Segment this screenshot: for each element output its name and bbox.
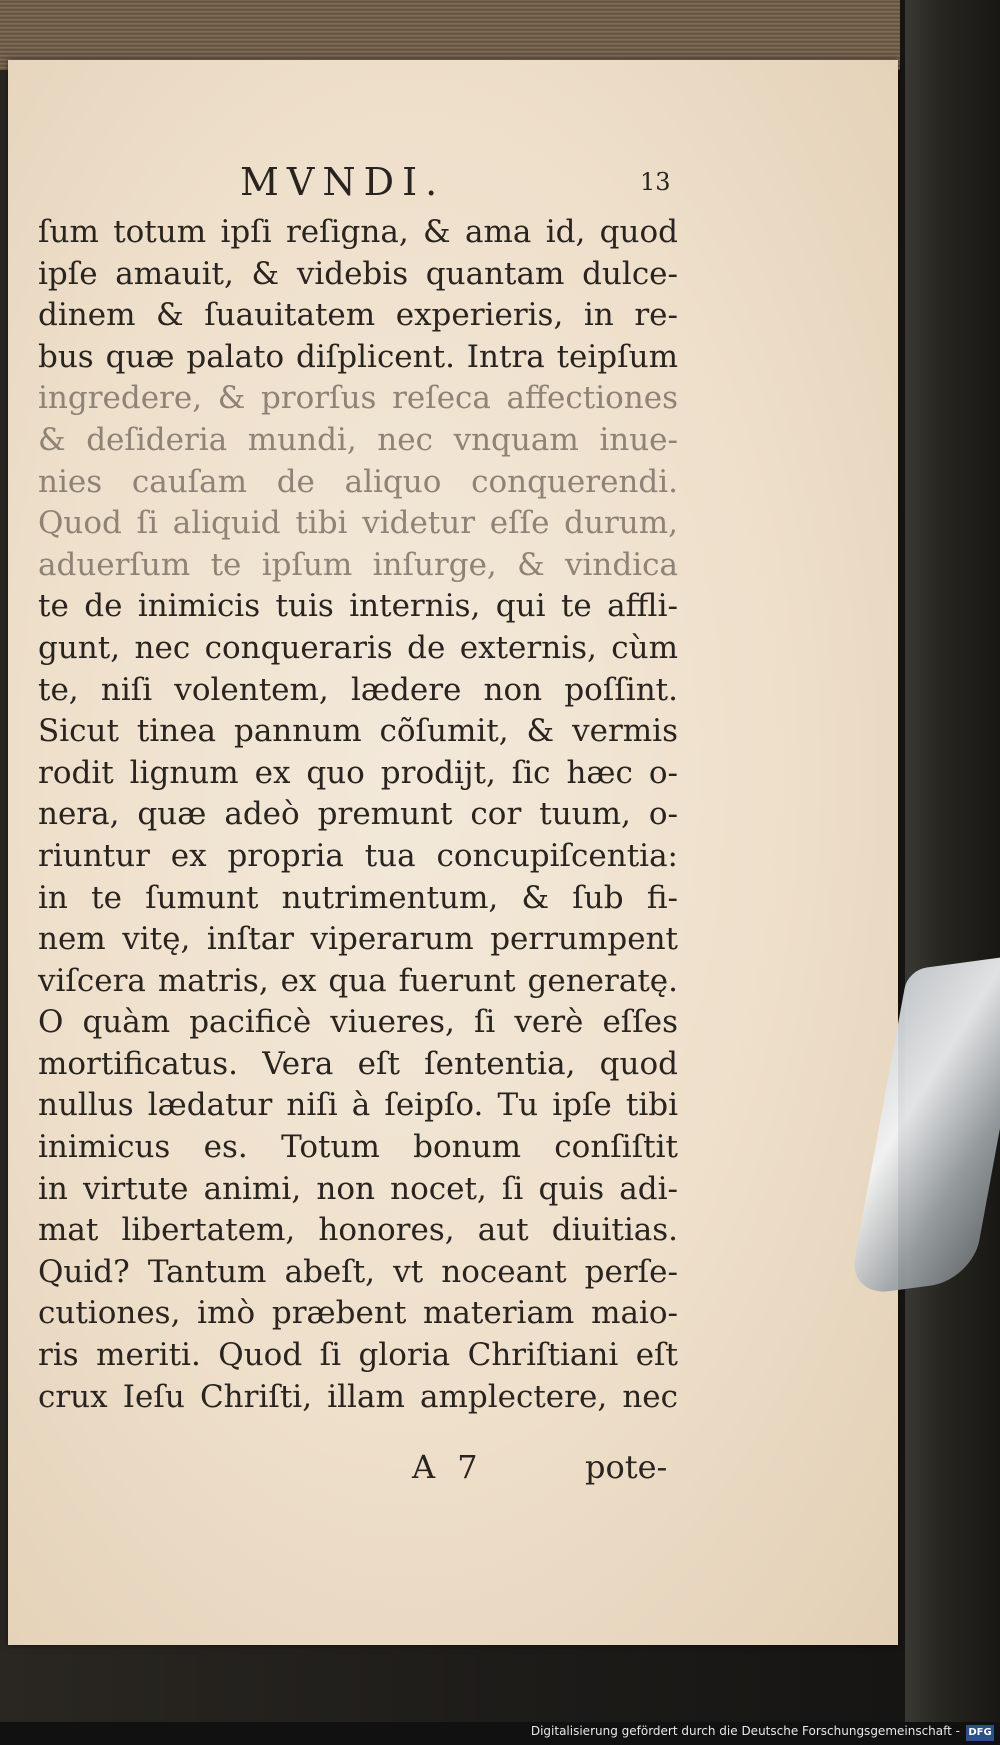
catchword: pote- bbox=[585, 1448, 668, 1486]
text-line: nem vitę, inſtar viperarum perrumpent bbox=[38, 921, 678, 958]
text-line: nera, quæ adeò premunt cor tuum, o- bbox=[38, 796, 678, 833]
text-line: in virtute animi, non nocet, ſi quis adi- bbox=[38, 1170, 678, 1207]
text-line: O quàm pacificè viueres, ſi verè eſſes bbox=[38, 1004, 678, 1041]
text-line: inimicus es. Totum bonum conſiſtit bbox=[38, 1129, 678, 1166]
text-line: Quid? Tantum abeſt, vt noceant perſe- bbox=[38, 1253, 678, 1290]
page-header bbox=[0, 160, 1000, 204]
text-line: ipſe amauit, & videbis quantam dulce- bbox=[38, 255, 678, 292]
text-line: aduerſum te ipſum inſurge, & vindica bbox=[38, 546, 678, 583]
text-line: cutiones, imò præbent materiam maio- bbox=[38, 1295, 678, 1332]
text-line: Quod ſi aliquid tibi videtur eſſe durum, bbox=[38, 505, 678, 542]
text-line: dinem & ſuauitatem experieris, in re- bbox=[38, 297, 678, 334]
text-line: te, niſi volentem, lædere non poſſint. bbox=[38, 671, 678, 708]
text-line: te de inimicis tuis internis, qui te affli- bbox=[38, 588, 678, 625]
text-line: ingredere, & prorſus reſeca affectiones bbox=[38, 380, 678, 417]
text-line: viſcera matris, ex qua fuerunt generatę. bbox=[38, 962, 678, 999]
signature-mark: A 7 bbox=[412, 1448, 484, 1486]
credit-text: Digitalisierung gefördert durch die Deutsche Forschungsgemeinschaft - bbox=[530, 1724, 960, 1738]
text-line: & deſideria mundi, nec vnquam inue- bbox=[38, 421, 678, 458]
text-line: riuntur ex propria tua concupiſcentia: bbox=[38, 837, 678, 874]
dfg-logo: DFG bbox=[966, 1725, 994, 1741]
credit-bar bbox=[0, 1722, 1000, 1745]
text-line: mat libertatem, honores, aut diuitias. bbox=[38, 1212, 678, 1249]
body-text bbox=[38, 212, 678, 1418]
text-line: gunt, nec conqueraris de externis, cùm bbox=[38, 629, 678, 666]
text-line: in te ſumunt nutrimentum, & ſub fi- bbox=[38, 879, 678, 916]
text-line: bus quæ palato diſplicent. Intra teipſum bbox=[38, 338, 678, 375]
text-line: mortificatus. Vera eſt ſententia, quod bbox=[38, 1045, 678, 1082]
text-line: Sicut tinea pannum cõſumit, & vermis bbox=[38, 713, 678, 750]
text-line: nies cauſam de aliquo conquerendi. bbox=[38, 463, 678, 500]
text-line: ſum totum ipſi reſigna, & ama id, quod bbox=[38, 214, 678, 250]
text-line: ris meriti. Quod ſi gloria Chriſtiani eſt bbox=[38, 1337, 678, 1374]
text-line: nullus lædatur niſi à ſeipſo. Tu ipſe tibi bbox=[38, 1087, 678, 1124]
page-footer bbox=[0, 1448, 1000, 1492]
text-line: crux Ieſu Chriſti, illam amplectere, nec bbox=[38, 1378, 678, 1415]
page-number: 13 bbox=[640, 168, 671, 196]
running-title: MVNDI. bbox=[240, 160, 446, 204]
text-line: rodit lignum ex quo prodijt, ſic hæc o- bbox=[38, 754, 678, 791]
